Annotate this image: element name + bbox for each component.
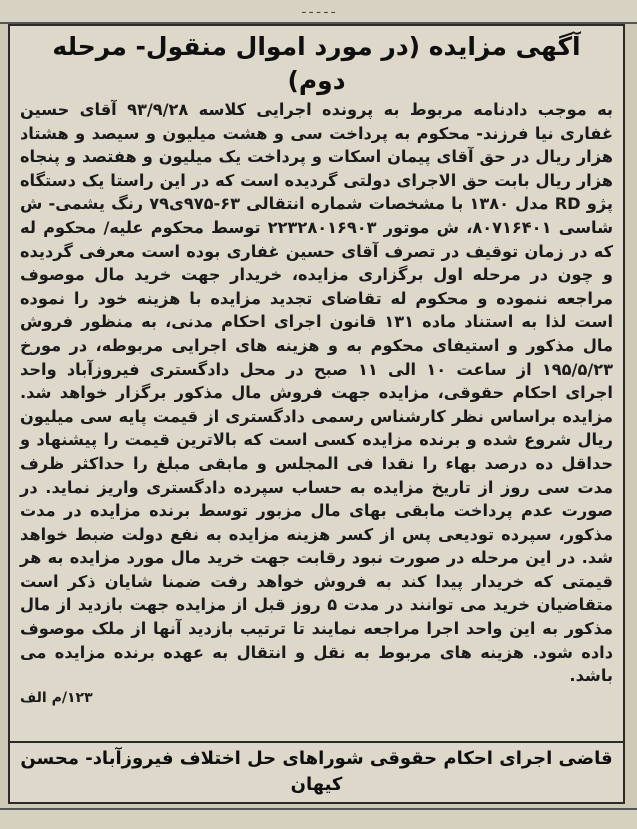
- top-strip-fragment: ـ ـ ـ ـ ـ: [302, 2, 335, 16]
- notice-title: آگهی مزایده (در مورد اموال منقول- مرحله دوم): [52, 32, 581, 95]
- notice-body: به موجب دادنامه مربوط به پرونده اجرایی کلاسه ۹۳/۹/۲۸ آقای حسین غفاری نیا فرزند- محکوم به پرداخت سی و هشت میلیون و سیصد و هشتاد هزار ریال در حق آقای پیمان اسکات و پرداخت یک میلیون و هفتصد و پنجاه هزار ریال بابت حق الاجرای دولتی گردیده است که در این راستا یک دستگاه پژو RD مدل ۱۳۸۰ با مشخصات شماره انتقالی ۶۳-۹۷۵ی۷۹ رنگ یشمی- ش شاسی ۸۰۷۱۶۴۰۱، ش موتور ۲۲۳۲۸۰۱۶۹۰۳ توسط محکوم علیه/ محکوم له که در زمان توقیف در تصرف آقای حسین غفاری بوده است معرفی گردیده و چون در مرحله اول برگزاری مزایده، خریدار جهت خرید مال موصوف مراجعه ننموده و محکوم له تقاضای تجدید مزایده با هزینه خود را نموده است لذا به استناد ماده ۱۳۱ قانون اجرای احکام مدنی، به منظور فروش مال مذکور و استیفای محکوم به و هزینه های اجرایی مربوطه، در مورخ ۱۹۵/۵/۲۳ از ساعت ۱۰ الی ۱۱ صبح در محل دادگستری فیروزآباد واحد اجرای احکام حقوقی، مزایده جهت فروش مال مذکور برگزار خواهد شد. مزایده براساس نظر کارشناس رسمی دادگستری از قیمت پایه سی میلیون ریال شروع شده و برنده مزایده کسی است که بالاترین قیمت را پیشنهاد و حداقل ده درصد بهاء را نقدا فی المجلس و مابقی مبلغ را حداکثر ظرف مدت سی روز از تاریخ مزایده به حساب سپرده دادگستری واریز نماید. در صورت عدم پرداخت مابقی بهای مال مزبور توسط برنده مزایده در مدت مذکور، سپرده تودیعی پس از کسر هزینه مزایده به نفع دولت ضبط خواهد شد. در این مرحله در صورت نبود رقابت جهت خرید مال مورد مزایده به هر قیمتی که خریدار پیدا کند به فروش خواهد رفت ضمنا شایان ذکر است متقاضیان خرید می توانند در مدت ۵ روز قبل از مزایده جهت بازدید از مال مذکور به این واحد اجرا مراجعه نمایند تا ترتیب بازدید آنها از ملک موصوف داده شود. هزینه های مربوط به نقل و انتقال به عهده برنده مزایده می باشد.: [20, 100, 614, 686]
- notice-reference-code: ۱۲۳/م الف: [20, 689, 93, 706]
- auction-notice: [8, 24, 625, 804]
- notice-signature: قاضی اجرای احکام حقوقی شوراهای حل اختلاف فیروزآباد- محسن کیهان: [10, 741, 623, 798]
- top-newspaper-strip: [0, 0, 637, 24]
- bottom-newspaper-strip: [0, 808, 637, 829]
